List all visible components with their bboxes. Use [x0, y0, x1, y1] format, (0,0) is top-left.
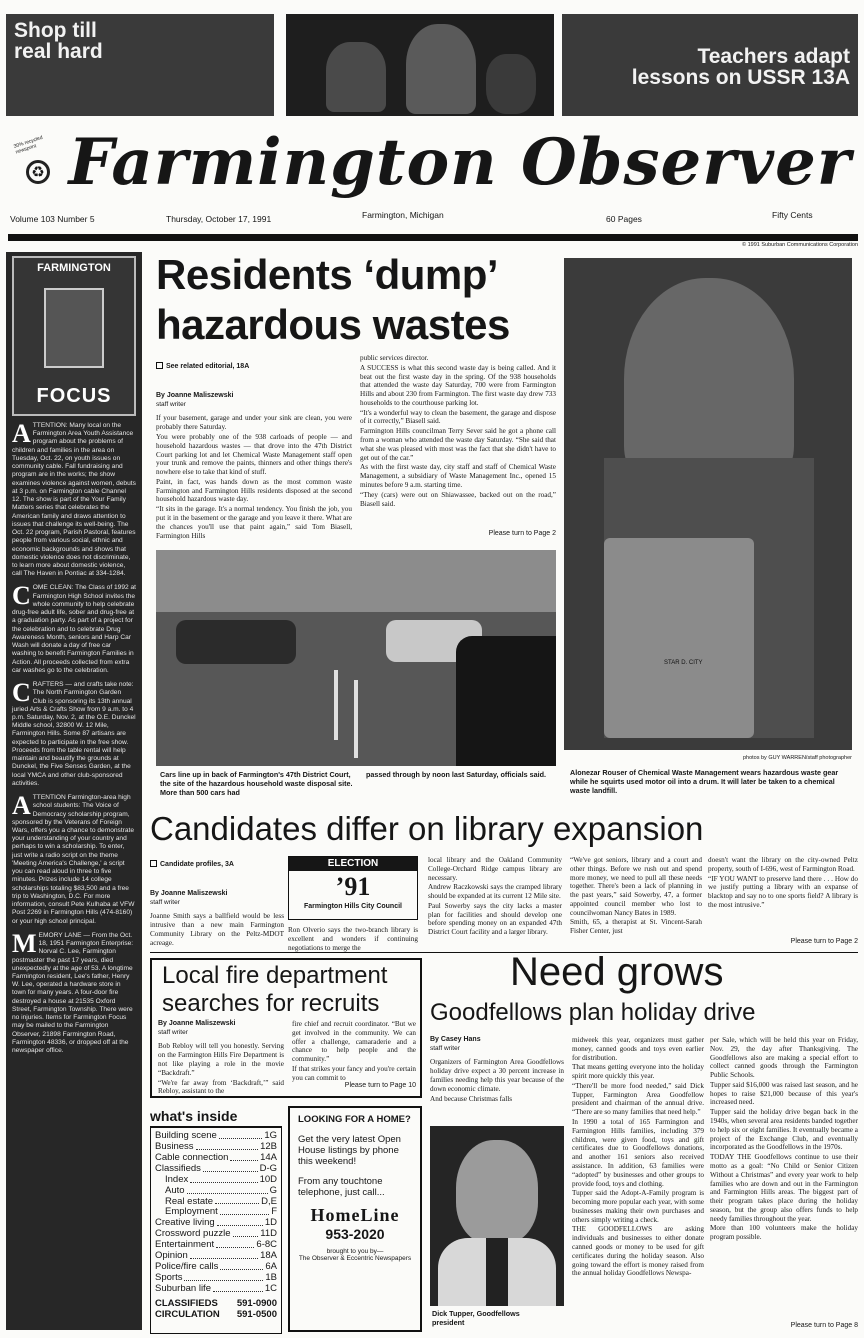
election-logo-bottom: Farmington Hills City Council	[303, 903, 402, 910]
masthead-rule	[8, 234, 858, 241]
teaser-right[interactable]	[562, 14, 858, 116]
homeline-papers: The Observer & Eccentric Newspapers	[298, 1255, 412, 1263]
copyright: © 1991 Suburban Communications Corporation	[742, 242, 858, 248]
goodfellows-paragraph: Tupper said $16,000 was raised last season, and he hopes to raise $21,000 because of this year's increased need.	[710, 1080, 858, 1107]
goodfellows-paragraph: “There'll be more food needed,” said Dick Tupper, Farmington Area Goodfellow president and chairman of the annual drive. “There are so many families that need help.”	[572, 1081, 704, 1117]
teaser-right-text: Teachers adapt lessons on USSR 13A	[631, 45, 850, 90]
index-row[interactable]	[155, 1186, 277, 1197]
focus-item	[12, 928, 136, 1056]
circulation-phone: 591-0500	[236, 1308, 277, 1320]
index-page: 1B	[265, 1271, 277, 1283]
fire-column-1	[158, 1020, 284, 1097]
teaser-left-text: Shop till real hard	[14, 19, 103, 64]
index-row[interactable]	[155, 1284, 277, 1295]
fire-byline: By Joanne Maliszewski	[158, 1020, 236, 1027]
homeline-text-1: Get the very latest Open House listings by phone this weekend!	[298, 1133, 401, 1168]
library-paragraph: Joanne Smith says a ballfield would be less intrusive than a new main Farmington Community Library on the Peltz-MDOT acreage.	[150, 912, 284, 947]
lead-byline: By Joanne Maliszewski	[156, 392, 234, 399]
goodfellows-paragraph: TODAY THE Goodfellows continue to use their motto as a goal: “No Child or Senior Citizen Without a Christmas” and every year work to help families who are down and out in the Farmington and Farmington Hills areas. The biggest part of their program takes place during the holiday season, but the group also offers funds to help needy families throughout the year.	[710, 1153, 858, 1223]
library-column-3	[428, 856, 562, 938]
fire-story-box	[150, 958, 422, 1098]
index-label: Opinion	[155, 1250, 188, 1262]
teaser-left[interactable]	[6, 14, 274, 116]
index-page: D-G	[259, 1162, 277, 1174]
fire-paragraph: If that strikes your fancy and you're certain you can commit to	[292, 1064, 416, 1082]
index-label: Classifieds	[155, 1162, 201, 1174]
fire-byline-role: staff writer	[158, 1028, 188, 1036]
focus-text: RAFTERS — and crafts take note: The North Farmington Garden Club is sponsoring its 13th annual juried Arts & Crafts Show from 9 a.m. to 4 p.m. Saturday, Nov. 2, at the O.E. Dunckel Middle school, 32800 W. 12 Mile, Farmington Hills. Some 87 artisans are expected to participate in the free show. Proceeds from the table rental will help maintain and beautify the grounds at Dunckel, the Five Senses Garden, at the local YMCA and other club-sponsored activities.	[12, 681, 136, 787]
index-page: 10D	[259, 1173, 277, 1185]
lead-paragraph: Paint, in fact, was hands down as the most common waste Farmington and Farmington Hills residents disposed at the second household hazardous waste day.	[156, 477, 352, 504]
index-label: Employment	[165, 1206, 218, 1218]
homeline-ad[interactable]	[288, 1106, 422, 1332]
goodfellows-paragraph: That means getting everyone into the holiday spirit more quickly this year.	[572, 1063, 704, 1081]
whats-inside-box	[150, 1106, 282, 1332]
fire-headline-2[interactable]: searches for recruits	[162, 990, 380, 1017]
election-logo-top: ELECTION	[289, 857, 417, 871]
lead-see-related[interactable]	[156, 362, 249, 372]
index-label: Business	[155, 1140, 194, 1152]
lead-paragraph: “They (cars) were out on Shiawassee, backed out on the road,” Biasell said.	[360, 490, 556, 508]
index-page: 1D	[264, 1217, 277, 1229]
index-page: F	[271, 1206, 277, 1218]
index-page: G	[269, 1184, 277, 1196]
recycled-logo	[13, 134, 58, 192]
goodfellows-byline: By Casey Hans	[430, 1036, 481, 1043]
classifieds-label: CLASSIFIEDS	[155, 1297, 218, 1309]
index-label: Suburban life	[155, 1282, 211, 1294]
lead-paragraph: Farmington Hills councilman Terry Sever said he got a phone call from a woman who attended the waste day Saturday. “She said that what she was pleased with most was the fact that she didn't have to get out of the car.”	[360, 427, 556, 462]
fire-column-2	[292, 1020, 416, 1083]
library-headline[interactable]: Candidates differ on library expansion	[150, 810, 704, 847]
fire-headline-1[interactable]: Local fire department	[162, 962, 388, 989]
lead-column-2	[360, 354, 556, 509]
index-label: Index	[165, 1173, 189, 1185]
focus-text: EMORY LANE — From the Oct. 18, 1951 Farmington Enterprise: Norval C. Lee, Farmington postmaster the past 17 years, died unexpectedly at the age of 53. A longtime Farmington resident, Lee's father, Henry W. Lee, operated a hardware store in town for many years. A four-door fire destroyed a house at 21535 Oxford Street, Farmington Township. There were no injuries. Items for Farmington Focus may be mailed to the Farmington Observer, 21898 Farmington Road, Farmington 48336, or dropped off at the newspaper office.	[12, 931, 134, 1055]
issue-date: Thursday, October 17, 1991	[166, 214, 272, 224]
library-column-2	[288, 926, 418, 953]
hazmat-photo-caption: Alonezar Rouser of Chemical Waste Management wears hazardous waste gear while he squirts used motor oil into a drum. It will later be taken to a chemical waste landfill.	[570, 768, 839, 795]
checkbox-icon	[150, 860, 157, 867]
focus-text: TTENTION: Many local on the Farmington Area Youth Assistance program about the problems of children and families in the area on Tuesday, Oct. 22, on youth issues on community cable. Fall fundraising and program are in the works; the show examines violence against women, debuts at 3 p.m. on Farmington cable Channel 12. The show is part of the Your Family Matters series that celebrates the American family and draws attention to issues that challenge its well-being. The Oct. 22 program, Parish Pastoral, features people from various social, ethnic and economic backgrounds and shows that domestic violence does not discriminate, to learn more about domestic violence, call The Haven in Pontiac at 334-1284.	[12, 422, 136, 578]
lead-paragraph: “It sits in the garage. It's a normal tendency. You finish the job, you put it in the basement or the garage and you leave it there. What are the chances you'll use that paint again,” said Tom Biasell, Farmington Hills	[156, 505, 352, 540]
goodfellows-paragraph: Tupper said the Adopt-A-Family program is becoming more popular each year, with some businesses making their own purchases and others simply writing a check.	[572, 1189, 704, 1224]
index-page: 1G	[264, 1130, 277, 1141]
library-see-related-label: Candidate profiles, 3A	[160, 861, 234, 868]
focus-dropcap: M	[12, 928, 37, 958]
focus-text: TTENTION Farmington-area high school students: The Voice of Democracy scholarship program, sponsored by the Veterans of Foreign Wars, offers you a chance to demonstrate your understanding of your country and perhaps to win a scholarship. To enter, just write a radio script on the theme 'Meeting America's Challenge,' a script you can read aloud in three to five minutes. Prizes include 14 college scholarships totaling $83,500 and a free trip to Washington, D.C. For more information, consult Pete Kulhaba at VFW Post 2269 in Farmington Hills (474-8160) or your high school principal.	[12, 794, 135, 925]
index-page: 12B	[260, 1140, 277, 1152]
recycled-label: 30% recycled newsprint	[13, 134, 44, 156]
homeline-phone[interactable]: 953-2020	[325, 1226, 385, 1243]
goodfellows-headline[interactable]: Need grows	[510, 950, 724, 994]
focus-item	[12, 791, 136, 926]
index-page: 1C	[264, 1282, 277, 1294]
lead-jump-link[interactable]: Please turn to Page 2	[488, 530, 556, 537]
focus-logo	[12, 256, 136, 416]
photo-credit: photos by GUY WARREN/staff photographer	[742, 755, 852, 761]
library-paragraph: Smith, 65, a therapist at St. Vincent-Sarah Fisher Center, just	[570, 918, 702, 936]
nameplate: Farmington Observer	[68, 125, 852, 200]
lead-paragraph: If your basement, garage and under your sink are clean, you were probably there Saturday.	[156, 414, 352, 432]
goodfellows-paragraph: Tupper said the holiday drive began back in the 1940s, when several area residents banded together to help six or eight families. It eventually became a project of the Exchange Club, and eventually incorporated as the Goodfellows in the 1970s.	[710, 1108, 858, 1152]
homeline-logo: HomeLine	[310, 1204, 400, 1225]
library-paragraph: “We've got seniors, library and a court and other things. Before we rush out and spend more money, we need to pull all these needs together. There's been a lack of planning in the past years,” said Sowerby, 47, a former appointed council member who lost to councilwoman Nancy Bates in 1989.	[570, 856, 702, 917]
drum-label: STAR D. CITY	[664, 660, 703, 666]
index-page: 14A	[260, 1151, 277, 1163]
checkbox-icon	[156, 362, 163, 369]
focus-dropcap: A	[12, 419, 31, 448]
library-paragraph: Ron Olverio says the two-branch library is excellent and wonders if continuing negotiations to merge the	[288, 926, 418, 952]
focus-logo-building-icon	[44, 288, 104, 368]
focus-item	[12, 419, 136, 578]
library-column-1	[150, 890, 284, 949]
homeline-text-2: From any touchtone telephone, just call...	[298, 1175, 385, 1199]
dateline: Farmington, Michigan	[362, 210, 444, 220]
cars-line-photo[interactable]	[156, 550, 556, 766]
library-see-related[interactable]	[150, 860, 234, 870]
fire-paragraph: Bob Rebloy will tell you honestly. Serving on the Farmington Hills Fire Department is not like playing a role in the movie “Backdraft.”	[158, 1042, 284, 1077]
focus-dropcap: C	[12, 581, 31, 611]
library-paragraph: local library and the Oakland Community College-Orchard Ridge campus library are necessary.	[428, 856, 562, 882]
focus-dropcap: C	[12, 678, 31, 708]
index-label: Cable connection	[155, 1151, 229, 1163]
index-page: 18A	[260, 1250, 277, 1262]
lead-headline-1[interactable]: Residents ‘dump’	[156, 251, 499, 298]
lead-paragraph: “It's a wonderful way to clean the basement, the garage and dispose of it correctly,” Biasell said.	[360, 408, 556, 426]
goodfellows-paragraph: And because Christmas falls	[430, 1094, 513, 1103]
index-label: Police/fire calls	[155, 1261, 219, 1273]
library-byline: By Joanne Maliszewski	[150, 890, 228, 897]
lead-column-1	[156, 392, 352, 541]
index-label: Creative living	[155, 1217, 215, 1229]
goodfellows-paragraph: More than 100 volunteers make the holiday program possible.	[710, 1224, 858, 1242]
goodfellows-paragraph: per Sale, which will be held this year on Friday, Nov. 29, the day after Thanksgiving. The Goodfellows also are making a special effort to collect canned goods through the Farmington Public Schools.	[710, 1036, 858, 1080]
library-jump-link[interactable]: Please turn to Page 2	[790, 938, 858, 945]
section-rule	[150, 952, 858, 953]
index-page: 6-8C	[256, 1239, 277, 1251]
lead-paragraph: You were probably one of the 938 carloads of people — and household hazardous wastes — that drove into the 47th District Court parking lot and let Chemical Waste Management staff open your trunk and remove the paints, thinners and other things there's nowhere else to take that kind of stuff.	[156, 433, 352, 477]
teaser-center-photo[interactable]	[286, 14, 554, 116]
page-count: 60 Pages	[606, 214, 642, 224]
lead-paragraph: A SUCCESS is what this second waste day is being called. And it beat out the first waste day in the spring. Of the 938 households that attended the waste day Saturday, 700 were from Farmington Hills and about 230 from Farmington. The first waste day drew 733 households to the courthouse parking lot.	[360, 363, 556, 407]
index-label: Entertainment	[155, 1239, 215, 1251]
index-row[interactable]	[155, 1175, 277, 1186]
library-paragraph: doesn't want the library on the city-owned Peltz property, south of I-696, west of Farmington Road.	[708, 856, 858, 873]
fire-jump-link[interactable]: Please turn to Page 10	[344, 1082, 416, 1089]
volume-number: Volume 103 Number 5	[10, 214, 95, 224]
focus-logo-top: FARMINGTON	[37, 262, 111, 274]
classifieds-phone: 591-0900	[236, 1297, 277, 1309]
goodfellows-subhead[interactable]: Goodfellows plan holiday drive	[430, 999, 756, 1026]
library-paragraph: Andrew Raczkowski says the cramped library should be expanded at its current 12 Mile site.	[428, 883, 562, 901]
lead-paragraph: public services director.	[360, 354, 429, 362]
homeline-heading: LOOKING FOR A HOME?	[298, 1114, 411, 1125]
lead-paragraph: As with the first waste day, city staff and staff of Chemical Waste Management, a subsidiary of Waste Management Inc., opened 15 minutes before 9 a.m. starting time.	[360, 463, 556, 489]
whats-inside-heading: what's inside	[150, 1106, 282, 1128]
circulation-label: CIRCULATION	[155, 1308, 220, 1320]
election-91-logo	[288, 856, 418, 920]
focus-item	[12, 678, 136, 788]
election-logo-year: ’91	[335, 872, 371, 901]
circulation-phone-row[interactable]	[155, 1310, 277, 1321]
price: Fifty Cents	[772, 210, 813, 220]
focus-logo-bottom: FOCUS	[36, 384, 112, 407]
fire-paragraph: “We're far away from ‘Backdraft,’” said Rebloy, assistant to the	[158, 1078, 284, 1096]
goodfellows-jump-link[interactable]: Please turn to Page 8	[790, 1322, 858, 1329]
fire-paragraph: fire chief and recruit coordinator. “But we get involved in the community. We can offer a challenge, camaraderie and a chance to help people and the community.”	[292, 1020, 416, 1064]
goodfellows-column-1	[430, 1036, 564, 1104]
goodfellows-paragraph: In 1990 a total of 165 Farmington and Farmington Hills families, including 379 children, were given food, toys and gift certificates due to Goodfellows donations, and another 161 seniors also received assistance. In addition, 63 families were “adopted” by businesses and other groups to provide food, toys and clothing.	[572, 1118, 704, 1188]
index-label: Sports	[155, 1271, 183, 1283]
lead-see-related-label: See related editorial, 18A	[166, 363, 250, 370]
lead-headline-2[interactable]: hazardous wastes	[156, 301, 510, 348]
lead-byline-role: staff writer	[156, 400, 186, 408]
goodfellows-paragraph: Organizers of Farmington Area Goodfellows holiday drive expect a 30 percent increase in families needing help this year because of the down economic climate.	[430, 1058, 564, 1093]
index-label: Auto	[165, 1184, 185, 1196]
focus-item	[12, 581, 137, 675]
goodfellows-paragraph: midweek this year, organizers must gather money, canned goods and toys even earlier for distribution.	[572, 1036, 704, 1062]
library-paragraph: “IF YOU WANT to preserve land there . . . How do we justify putting a library with an expanse of blacktop and say no to one sports field? A library is the most intrusive.”	[708, 874, 858, 909]
index-label: Building scene	[155, 1130, 217, 1141]
farmington-focus-sidebar	[6, 252, 142, 1330]
index-label: Real estate	[165, 1195, 214, 1207]
dick-tupper-photo[interactable]	[430, 1126, 564, 1306]
index-page: 11D	[260, 1228, 277, 1240]
recycle-icon: ♻	[26, 160, 50, 184]
hazmat-worker-photo[interactable]	[564, 258, 852, 750]
dick-tupper-caption: Dick Tupper, Goodfellows president	[432, 1309, 520, 1327]
library-byline-role: staff writer	[150, 898, 180, 906]
library-paragraph: Paul Sowerby says the city lacks a master plan for facilities and should develop one before spending money on an expanded 47th District Court facility and a larger library.	[428, 901, 562, 937]
index-page: D,E	[261, 1195, 277, 1207]
cars-photo-caption-right: passed through by noon last Saturday, officials said.	[366, 770, 546, 779]
goodfellows-column-2	[572, 1036, 704, 1279]
index-label: Crossword puzzle	[155, 1228, 231, 1240]
goodfellows-column-3	[710, 1036, 858, 1243]
focus-dropcap: A	[12, 791, 31, 821]
index-page: 6A	[265, 1261, 277, 1273]
index-list	[150, 1128, 282, 1334]
goodfellows-paragraph: THE GOODFELLOWS are asking individuals and businesses to either donate canned goods or money to be used for gift certificates during the holiday season. Also going toward the effort is money raised from the annual holiday Goodfellows Newspa-	[572, 1225, 704, 1278]
goodfellows-byline-role: staff writer	[430, 1044, 460, 1052]
homeline-brought: brought to you by—	[326, 1247, 384, 1255]
library-column-5	[708, 856, 858, 911]
cars-photo-caption-left: Cars line up in back of Farmington's 47th District Court, the site of the hazardous household waste disposal site. More than 500 cars had	[160, 770, 353, 797]
focus-text: OME CLEAN: The Class of 1992 at Farmington High School invites the whole community to help celebrate drug-free adult life, sober and drug-free at a graduation party. As part of a project for the celebration and to celebrate Drug Awareness Month, seniors and Harp Car Wash will donate a day of free car washing to benefit Farmington Families in Action. All proceeds collected from extra car washes go to the celebration.	[12, 584, 137, 674]
library-column-4	[570, 856, 702, 937]
